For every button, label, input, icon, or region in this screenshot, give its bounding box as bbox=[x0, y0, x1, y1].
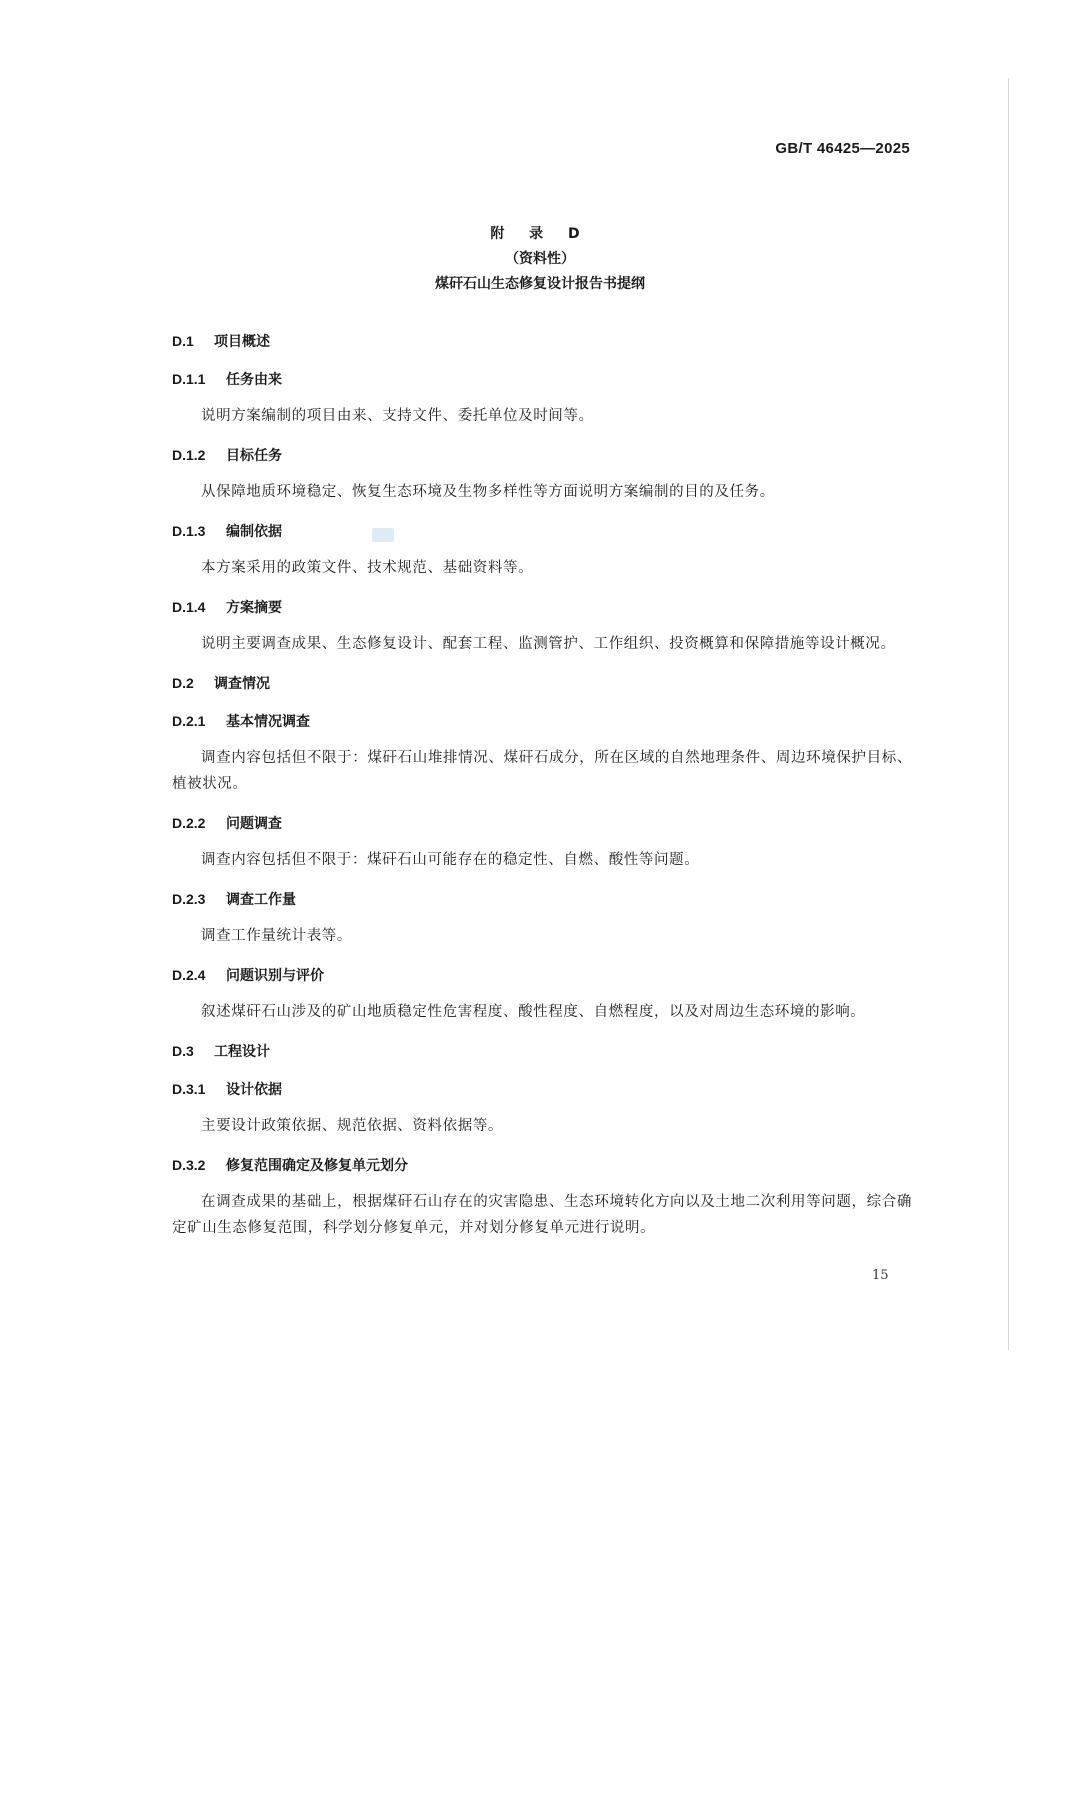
subsection-heading bbox=[172, 804, 912, 842]
subsection-heading bbox=[172, 956, 912, 994]
subsection-number: D.2.4 bbox=[172, 967, 206, 983]
appendix-type: （资料性） bbox=[505, 251, 575, 267]
paragraph: 调查内容包括但不限于：煤矸石山可能存在的稳定性、自燃、酸性等问题。 bbox=[201, 852, 700, 868]
paragraph: 说明主要调查成果、生态修复设计、配套工程、监测管护、工作组织、投资概算和保障措施等设计概况。 bbox=[201, 636, 896, 652]
section-heading bbox=[172, 1032, 912, 1070]
section-title: 工程设计 bbox=[214, 1044, 270, 1060]
subsection-title: 目标任务 bbox=[226, 448, 282, 464]
paragraph: 本方案采用的政策文件、技术规范、基础资料等。 bbox=[201, 560, 534, 576]
subsection-heading bbox=[172, 436, 912, 474]
subsection-number: D.2.1 bbox=[172, 713, 206, 729]
document-number: GB/T 46425—2025 bbox=[775, 140, 910, 157]
subsection-title: 设计依据 bbox=[226, 1082, 282, 1098]
section-heading bbox=[172, 322, 912, 360]
paragraph: 在调查成果的基础上，根据煤矸石山存在的灾害隐患、生态环境转化方向以及土地二次利用等问题，综合确定矿山生态修复范围，科学划分修复单元，并对划分修复单元进行说明。 bbox=[172, 1194, 912, 1236]
appendix-title-block bbox=[0, 222, 1080, 297]
appendix-name: 煤矸石山生态修复设计报告书提纲 bbox=[435, 276, 645, 292]
section-number: D.1 bbox=[172, 333, 194, 349]
subsection-title: 任务由来 bbox=[226, 372, 282, 388]
subsection-number: D.1.4 bbox=[172, 599, 206, 615]
subsection-title: 问题调查 bbox=[226, 816, 282, 832]
subsection-number: D.3.2 bbox=[172, 1157, 206, 1173]
subsection-title: 调查工作量 bbox=[226, 892, 296, 908]
subsection-heading bbox=[172, 588, 912, 626]
subsection-title: 问题识别与评价 bbox=[226, 968, 324, 984]
subsection-heading bbox=[172, 512, 912, 550]
paragraph: 叙述煤矸石山涉及的矿山地质稳定性危害程度、酸性程度、自燃程度，以及对周边生态环境的影响。 bbox=[201, 1004, 866, 1020]
subsection-heading bbox=[172, 702, 912, 740]
subsection-title: 修复范围确定及修复单元划分 bbox=[226, 1158, 408, 1174]
subsection-number: D.2.2 bbox=[172, 815, 206, 831]
subsection-number: D.1.2 bbox=[172, 447, 206, 463]
section-title: 项目概述 bbox=[214, 334, 270, 350]
appendix-label: 附 录 D bbox=[490, 226, 590, 242]
subsection-number: D.3.1 bbox=[172, 1081, 206, 1097]
subsection-title: 方案摘要 bbox=[226, 600, 282, 616]
subsection-title: 基本情况调查 bbox=[226, 714, 310, 730]
subsection-number: D.2.3 bbox=[172, 891, 206, 907]
paragraph: 说明方案编制的项目由来、支持文件、委托单位及时间等。 bbox=[201, 408, 594, 424]
page-number: 15 bbox=[872, 1268, 889, 1283]
subsection-heading bbox=[172, 880, 912, 918]
section-title: 调查情况 bbox=[214, 676, 270, 692]
paragraph: 调查工作量统计表等。 bbox=[201, 928, 352, 944]
section-number: D.3 bbox=[172, 1043, 194, 1059]
paragraph: 调查内容包括但不限于：煤矸石山堆排情况、煤矸石成分，所在区域的自然地理条件、周边环境保护目标、植被状况。 bbox=[172, 750, 912, 792]
subsection-title: 编制依据 bbox=[226, 524, 282, 540]
paragraph: 主要设计政策依据、规范依据、资料依据等。 bbox=[201, 1118, 503, 1134]
section-heading bbox=[172, 664, 912, 702]
document-body bbox=[172, 322, 912, 1248]
section-number: D.2 bbox=[172, 675, 194, 691]
subsection-heading bbox=[172, 1146, 912, 1184]
paragraph: 从保障地质环境稳定、恢复生态环境及生物多样性等方面说明方案编制的目的及任务。 bbox=[201, 484, 775, 500]
subsection-number: D.1.3 bbox=[172, 523, 206, 539]
subsection-number: D.1.1 bbox=[172, 371, 206, 387]
subsection-heading bbox=[172, 1070, 912, 1108]
subsection-heading bbox=[172, 360, 912, 398]
